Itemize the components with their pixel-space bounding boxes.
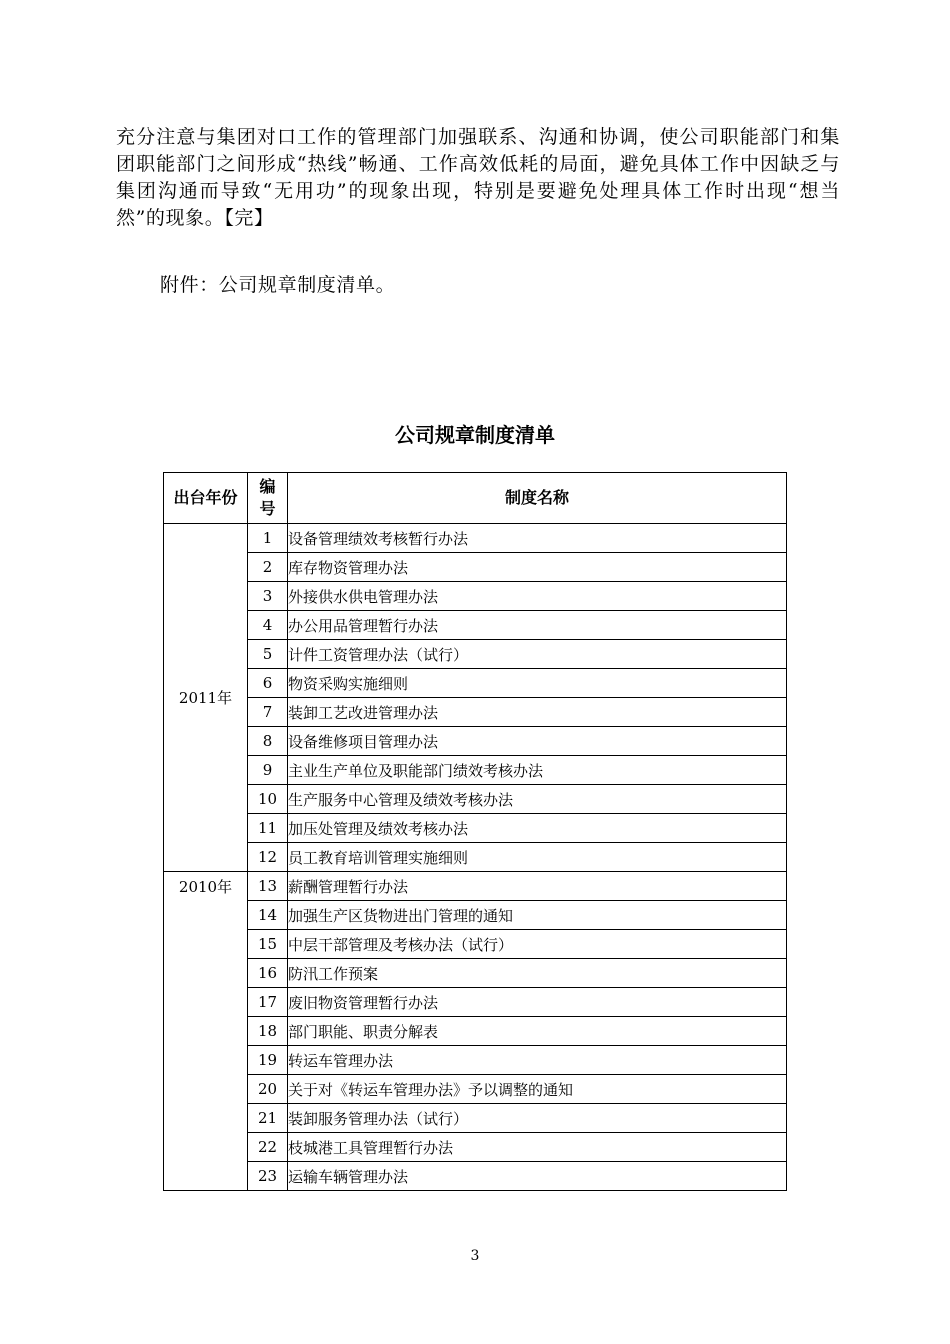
table-row — [164, 611, 787, 640]
number-cell: 6 — [248, 669, 288, 698]
year-cell: 2010年 — [164, 872, 248, 1191]
table-row — [164, 1162, 787, 1191]
regulation-name-cell: 装卸工艺改进管理办法 — [288, 698, 787, 727]
table-row — [164, 1104, 787, 1133]
regulation-name-cell: 物资采购实施细则 — [288, 669, 787, 698]
regulation-name-cell: 加压处管理及绩效考核办法 — [288, 814, 787, 843]
number-cell: 18 — [248, 1017, 288, 1046]
regulation-name-cell: 外接供水供电管理办法 — [288, 582, 787, 611]
regulation-name-cell: 废旧物资管理暂行办法 — [288, 988, 787, 1017]
number-cell: 1 — [248, 524, 288, 553]
table-title: 公司规章制度清单 — [395, 423, 555, 447]
table-row — [164, 669, 787, 698]
table-row — [164, 814, 787, 843]
number-cell: 5 — [248, 640, 288, 669]
number-cell: 15 — [248, 930, 288, 959]
number-cell: 21 — [248, 1104, 288, 1133]
attachment-note: 附件：公司规章制度清单。 — [160, 274, 396, 296]
number-cell: 7 — [248, 698, 288, 727]
regulation-name-cell: 薪酬管理暂行办法 — [288, 872, 787, 901]
regulation-name-cell: 计件工资管理办法（试行） — [288, 640, 787, 669]
regulation-name-cell: 设备维修项目管理办法 — [288, 727, 787, 756]
regulation-name-cell: 主业生产单位及职能部门绩效考核办法 — [288, 756, 787, 785]
number-cell: 2 — [248, 553, 288, 582]
header-name: 制度名称 — [288, 473, 787, 524]
table-row — [164, 843, 787, 872]
rules-table — [163, 472, 787, 1191]
number-cell: 22 — [248, 1133, 288, 1162]
regulation-name-cell: 设备管理绩效考核暂行办法 — [288, 524, 787, 553]
table-row — [164, 785, 787, 814]
number-cell: 17 — [248, 988, 288, 1017]
regulation-name-cell: 加强生产区货物进出门管理的通知 — [288, 901, 787, 930]
table-row — [164, 640, 787, 669]
number-cell: 8 — [248, 727, 288, 756]
number-cell: 16 — [248, 959, 288, 988]
regulation-name-cell: 枝城港工具管理暂行办法 — [288, 1133, 787, 1162]
table-row — [164, 727, 787, 756]
regulation-name-cell: 部门职能、职责分解表 — [288, 1017, 787, 1046]
table-row — [164, 1133, 787, 1162]
number-cell: 11 — [248, 814, 288, 843]
table-header-row — [164, 473, 787, 524]
number-cell: 9 — [248, 756, 288, 785]
header-number: 编号 — [248, 473, 288, 524]
table-row — [164, 959, 787, 988]
number-cell: 3 — [248, 582, 288, 611]
table-row — [164, 756, 787, 785]
number-cell: 23 — [248, 1162, 288, 1191]
table-row — [164, 988, 787, 1017]
regulation-name-cell: 库存物资管理办法 — [288, 553, 787, 582]
number-cell: 19 — [248, 1046, 288, 1075]
table-row — [164, 930, 787, 959]
regulation-name-cell: 员工教育培训管理实施细则 — [288, 843, 787, 872]
regulation-name-cell: 生产服务中心管理及绩效考核办法 — [288, 785, 787, 814]
regulation-name-cell: 运输车辆管理办法 — [288, 1162, 787, 1191]
regulation-name-cell: 关于对《转运车管理办法》予以调整的通知 — [288, 1075, 787, 1104]
number-cell: 13 — [248, 872, 288, 901]
table-row — [164, 582, 787, 611]
number-cell: 14 — [248, 901, 288, 930]
number-cell: 10 — [248, 785, 288, 814]
number-cell: 4 — [248, 611, 288, 640]
number-cell: 12 — [248, 843, 288, 872]
table-row — [164, 524, 787, 553]
table-row — [164, 1017, 787, 1046]
regulation-name-cell: 办公用品管理暂行办法 — [288, 611, 787, 640]
regulation-name-cell: 转运车管理办法 — [288, 1046, 787, 1075]
table-row — [164, 901, 787, 930]
table-row — [164, 1046, 787, 1075]
body-paragraph: 充分注意与集团对口工作的管理部门加强联系、沟通和协调，使公司职能部门和集团职能部门之间形成“热线”畅通、工作高效低耗的局面，避免具体工作中因缺乏与集团沟通而导致“无用功”的现象出现，特别是要避免处理具体工作时出现“想当然”的现象。【完】 — [116, 126, 840, 229]
regulation-name-cell: 装卸服务管理办法（试行） — [288, 1104, 787, 1133]
header-year: 出台年份 — [164, 473, 248, 524]
regulation-name-cell: 防汛工作预案 — [288, 959, 787, 988]
number-cell: 20 — [248, 1075, 288, 1104]
table-body — [164, 524, 787, 1191]
page-number: 3 — [470, 1248, 480, 1264]
table-row — [164, 1075, 787, 1104]
year-cell: 2011年 — [164, 524, 248, 872]
table-row — [164, 553, 787, 582]
regulation-name-cell: 中层干部管理及考核办法（试行） — [288, 930, 787, 959]
table-row — [164, 872, 787, 901]
table-row — [164, 698, 787, 727]
